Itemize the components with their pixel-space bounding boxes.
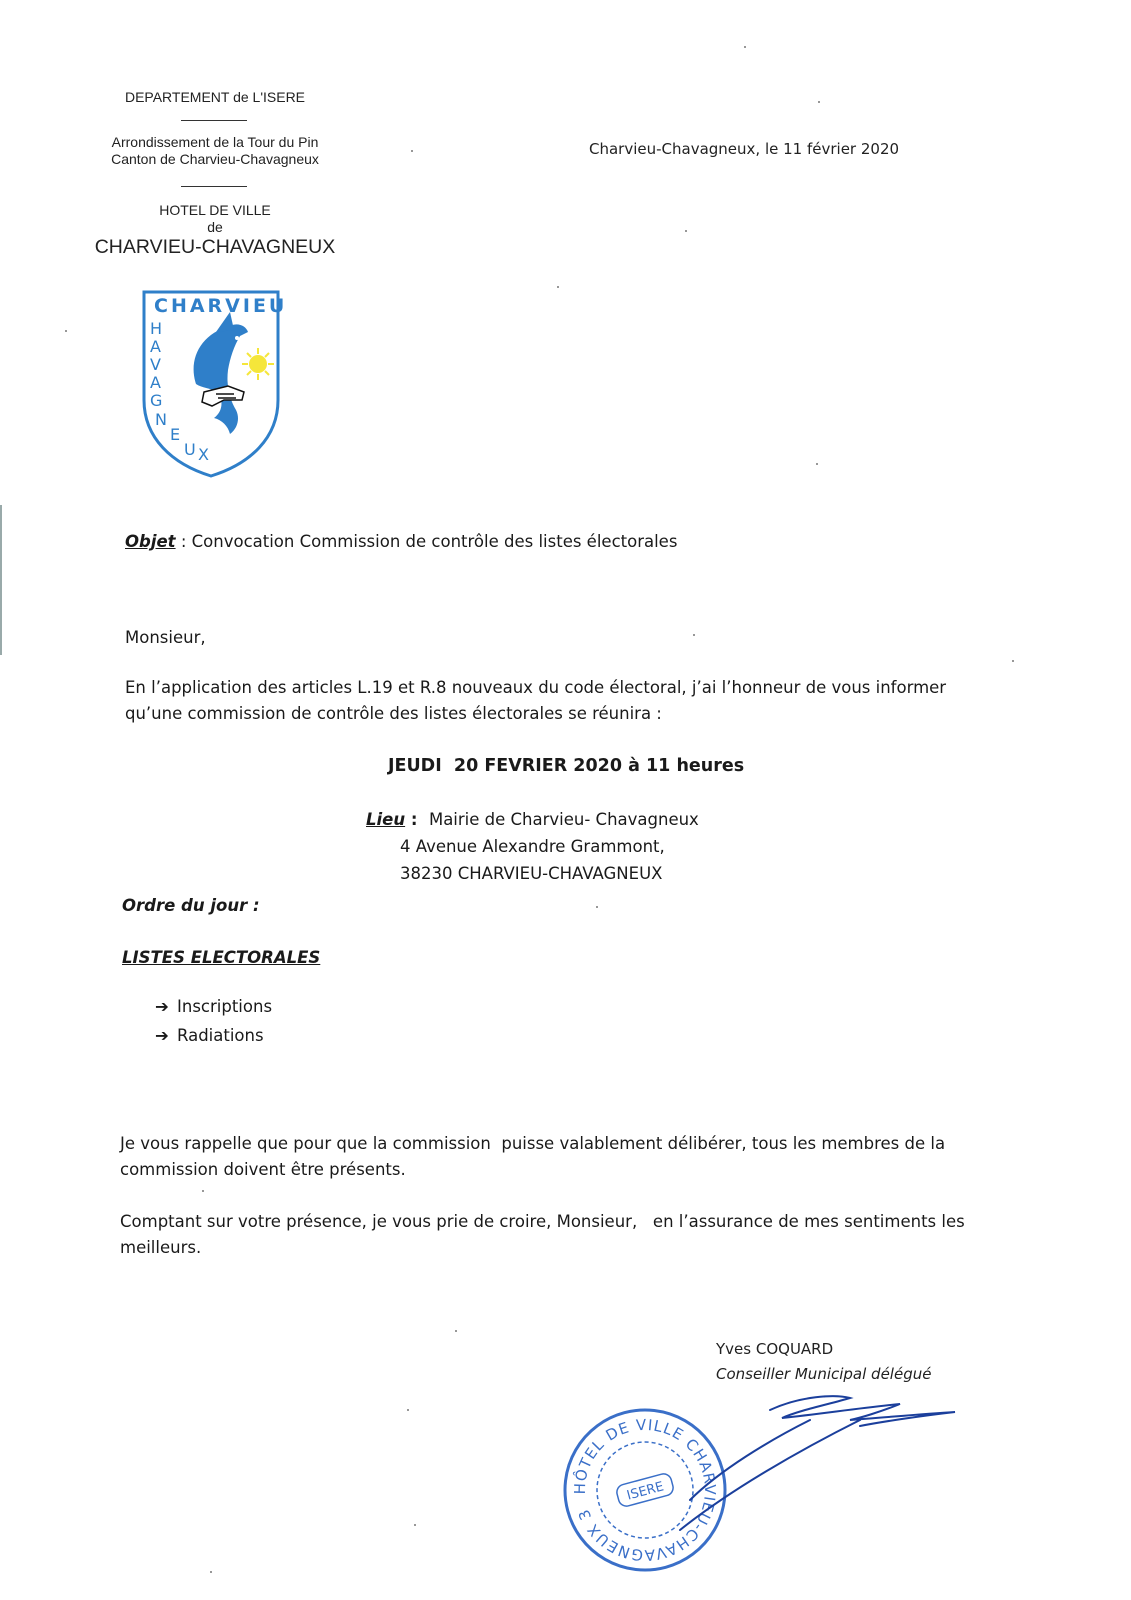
logo-letter: V: [150, 355, 161, 374]
reminder-line-1: Je vous rappelle que pour que la commission puisse valablement délibérer, tous les membres de la: [120, 1134, 946, 1153]
city-title: CHARVIEU-CHAVAGNEUX: [94, 236, 336, 258]
agenda-item: [155, 994, 272, 1020]
logo-letter: A: [150, 373, 161, 392]
objet-label: Objet: [125, 532, 176, 551]
lieu-separator: :: [405, 810, 429, 829]
logo-letter: G: [150, 391, 163, 410]
intro-line-1: En l’application des articles L.19 et R.8 nouveaux du code électoral, j’ai l’honneur de vous informer: [125, 678, 947, 697]
logo-letter: H: [150, 319, 163, 338]
official-stamp-and-signature: [560, 1390, 980, 1590]
lieu-address-1: Mairie de Charvieu- Chavagneux: [428, 810, 699, 829]
header-divider: [181, 120, 247, 121]
reminder-line-2: commission doivent être présents.: [120, 1160, 406, 1179]
objet-text: Convocation Commission de contrôle des listes électorales: [191, 532, 678, 551]
scan-speck: [557, 286, 559, 288]
signatory-name: Yves COQUARD: [716, 1340, 834, 1358]
objet-line: [125, 529, 677, 555]
de-label: de: [207, 219, 223, 235]
scan-speck: [65, 330, 67, 332]
scan-speck: [744, 46, 746, 48]
scan-speck: [411, 150, 413, 152]
letter-date: Charvieu-Chavagneux, le 11 février 2020: [589, 140, 900, 158]
scan-speck: [596, 906, 598, 908]
city-logo: [138, 288, 284, 480]
logo-letter: N: [155, 410, 167, 429]
closing-line-1: Comptant sur votre présence, je vous prie de croire, Monsieur, en l’assurance de mes sentiments les: [120, 1212, 965, 1231]
logo-letter: A: [150, 337, 161, 356]
agenda-item-label: Radiations: [177, 1026, 264, 1045]
logo-letter: E: [170, 425, 181, 444]
scan-speck: [455, 1330, 457, 1332]
scan-speck: [685, 230, 687, 232]
city-shield-icon: [138, 288, 284, 480]
scan-edge-shadow: [0, 505, 2, 655]
intro-line-2: qu’une commission de contrôle des listes électorales se réunira :: [125, 704, 662, 723]
logo-letter: U: [184, 440, 196, 459]
scan-speck: [818, 101, 820, 103]
arrow-right-icon: ➔: [155, 997, 169, 1016]
closing-line-2: meilleurs.: [120, 1238, 202, 1257]
meeting-date: JEUDI 20 FEVRIER 2020 à 11 heures: [388, 756, 745, 776]
signatory-title: Conseiller Municipal délégué: [716, 1365, 932, 1383]
scan-speck: [210, 1571, 212, 1573]
scan-speck: [693, 634, 695, 636]
agenda-item-label: Inscriptions: [177, 997, 273, 1016]
lieu-line: [366, 807, 699, 833]
arrondissement-label: Arrondissement de la Tour du Pin: [111, 134, 319, 150]
scan-speck: [414, 1524, 416, 1526]
stamp-icon: [560, 1390, 743, 1590]
lieu-label: Lieu: [366, 810, 406, 829]
lieu-address-2: 4 Avenue Alexandre Grammont,: [400, 837, 665, 856]
agenda-item: [155, 1023, 264, 1049]
arrow-right-icon: ➔: [155, 1026, 169, 1045]
objet-separator: :: [175, 532, 192, 551]
stamp-center-text: ISERE: [625, 1479, 666, 1504]
scan-speck: [202, 1190, 204, 1192]
header-divider: [181, 186, 247, 187]
scan-speck: [1012, 660, 1014, 662]
logo-top-text: CHARVIEU: [154, 295, 284, 317]
scan-speck: [407, 1409, 409, 1411]
salutation: Monsieur,: [125, 628, 206, 647]
lieu-address-3: 38230 CHARVIEU-CHAVAGNEUX: [400, 864, 663, 883]
ordre-du-jour: Ordre du jour :: [122, 896, 260, 915]
stamp-ring-text: HÔTEL DE VILLE CHARVIEU-CHAVAGNEUX 38230: [570, 1415, 720, 1565]
department-label: DEPARTEMENT de L'ISERE: [124, 89, 306, 105]
canton-label: Canton de Charvieu-Chavagneux: [111, 151, 319, 167]
scan-speck: [816, 463, 818, 465]
listes-electorales-title: LISTES ELECTORALES: [122, 948, 321, 967]
hotel-de-ville-label: HOTEL DE VILLE: [159, 202, 271, 218]
logo-letter: X: [198, 445, 209, 464]
